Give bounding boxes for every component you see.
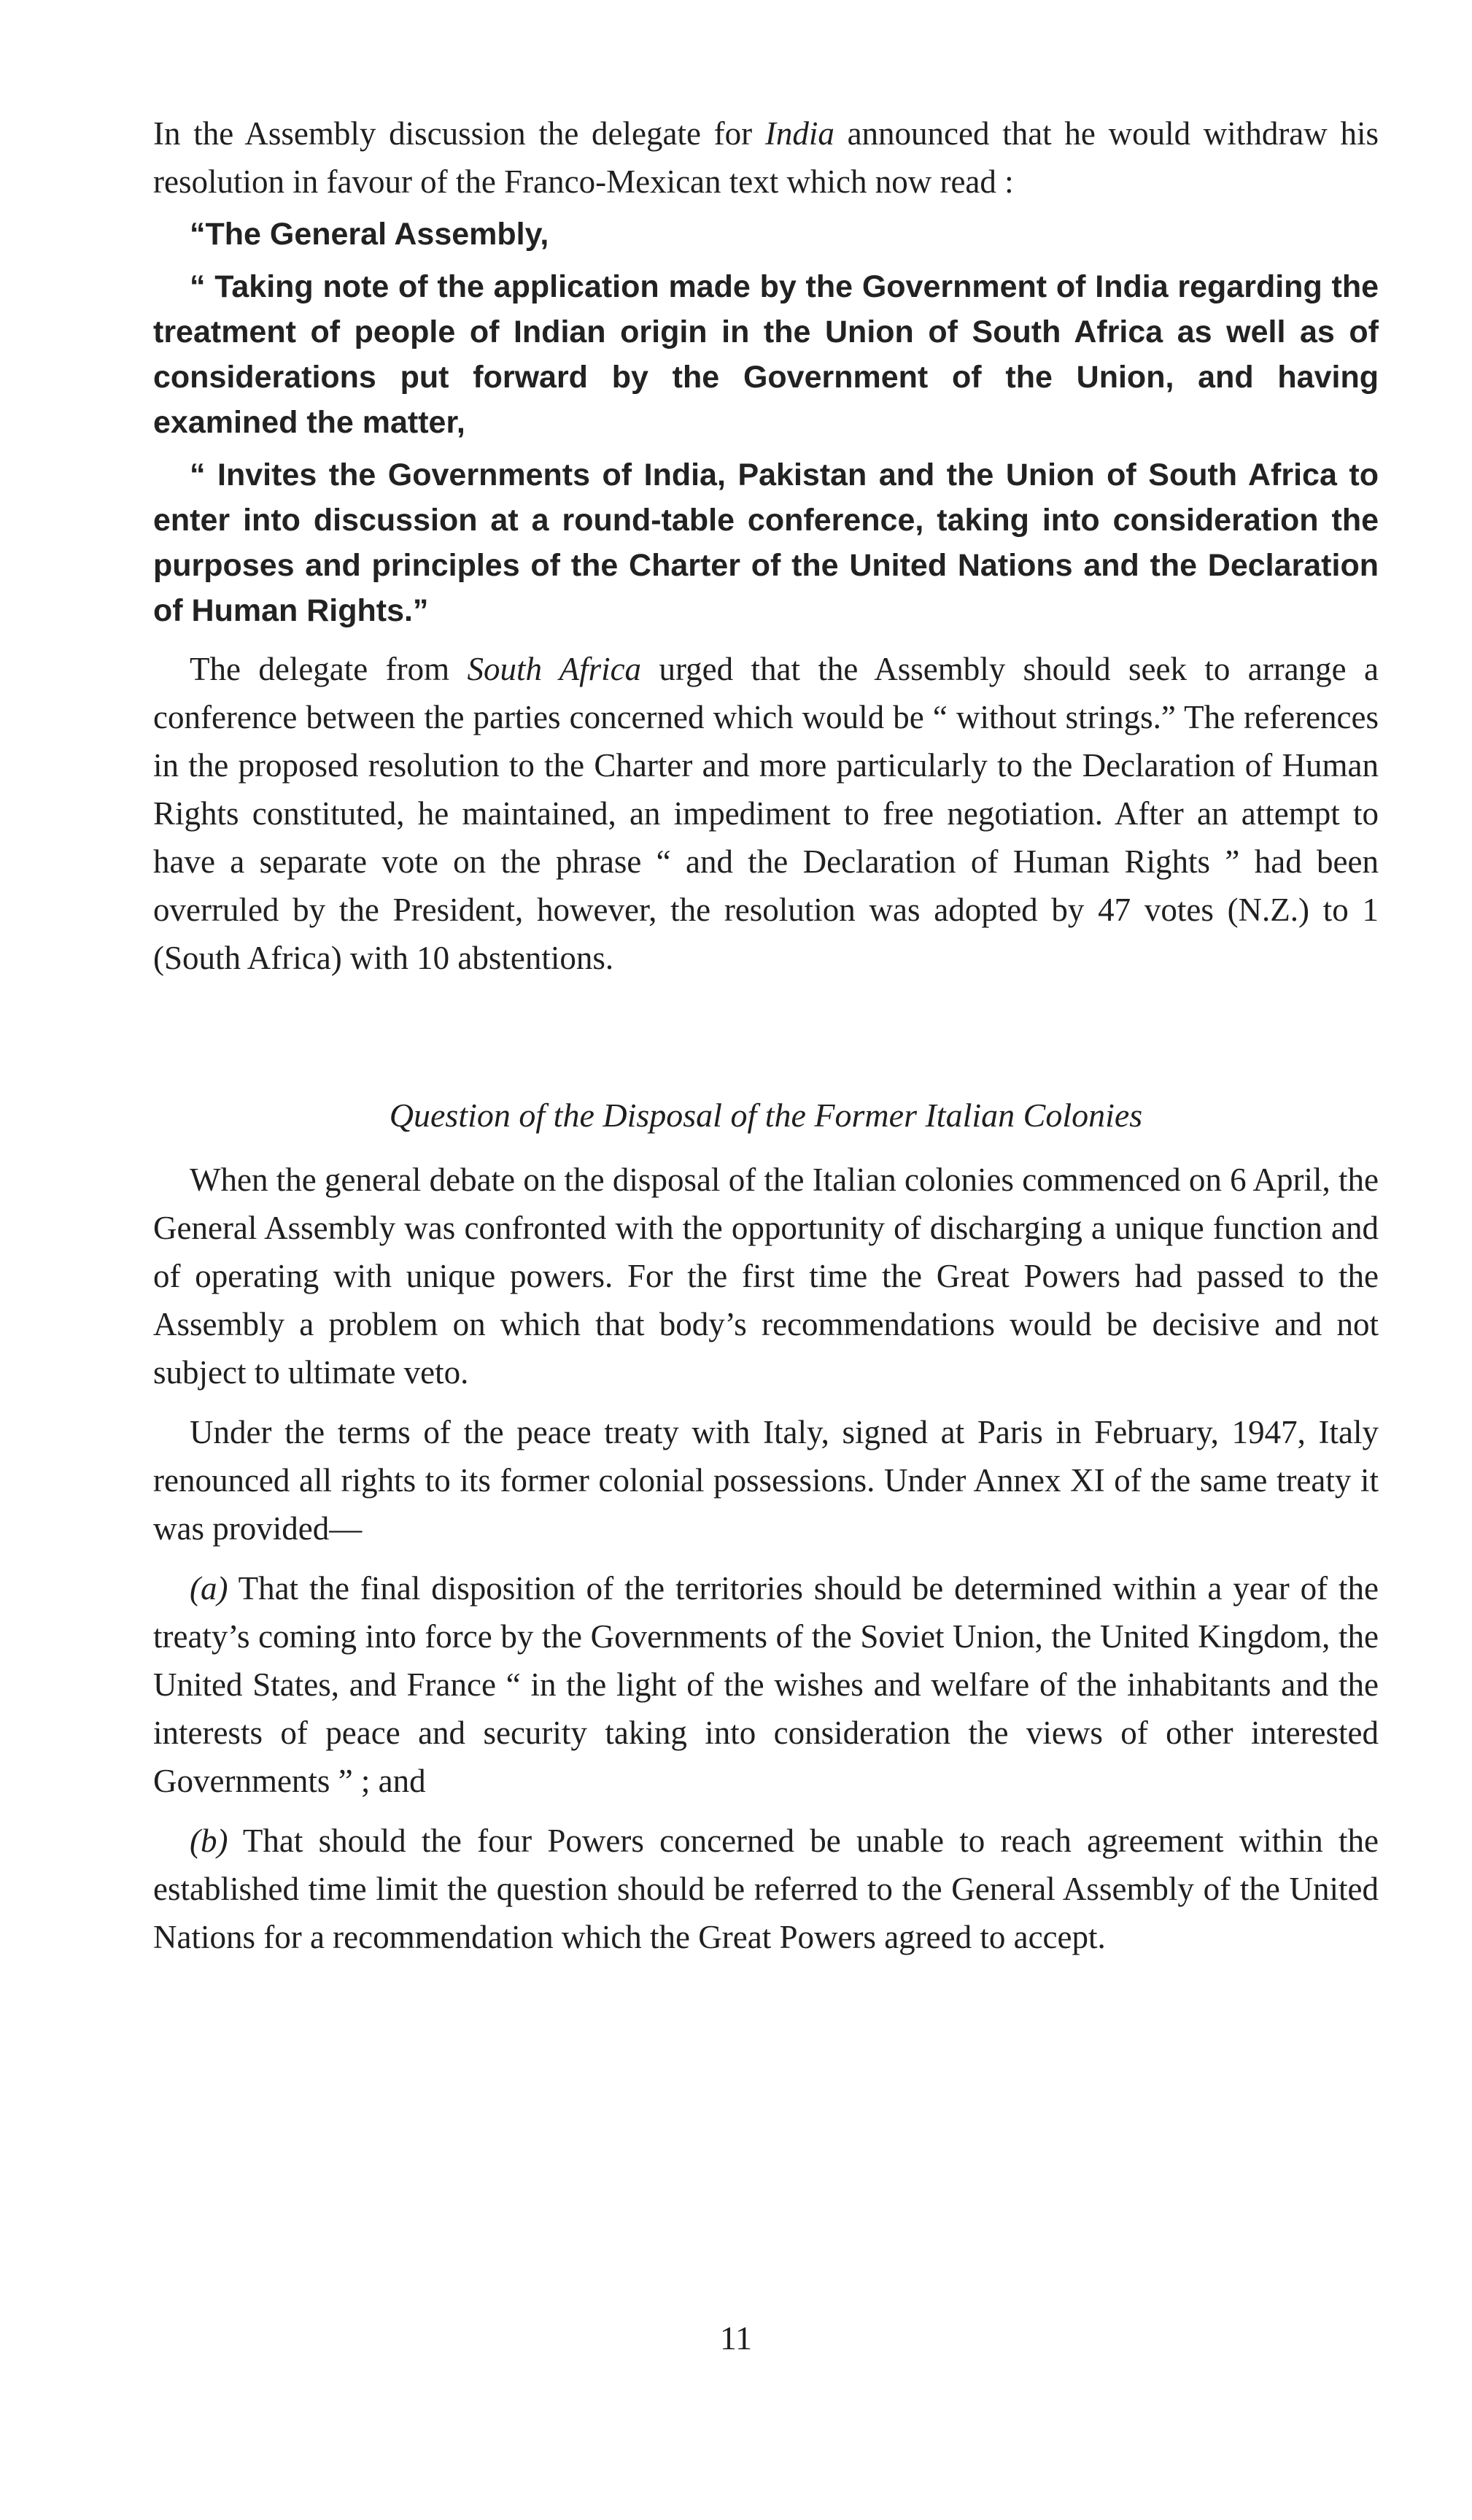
section-paragraph-1: When the general debate on the disposal of the Italian colonies commenced on 6 April, the General Assembly was confronted with the opportunity of discharging a unique function and of operating with unique powers. For the first time the Great Powers had passed to the Assembly a problem on which that body’s recommendations would be decisive and not subject to ultimate veto. [153, 1162, 1379, 1391]
sa-text-after: urged that the Assembly should seek to arrange a conference between the parties concerned which would be “ without strings.” The references in the proposed resolution to the Charter and more particularly to the Declaration of Human Rights constituted, he maintained, an impediment to free negotiation. After an attempt to have a separate vote on the phrase “ and the Declaration of Human Rights ” had been overruled by the President, however, the resolution was adopted by 47 votes (N.Z.) to 1 (South Africa) with 10 abstentions. [153, 651, 1379, 976]
clause-b-label: (b) [190, 1823, 228, 1859]
sa-country: South Africa [467, 651, 642, 687]
clause-a [153, 1564, 1379, 1805]
clause-b [153, 1817, 1379, 1961]
intro-text-after: announced that he would withdraw his resolution in favour of the Franco-Mexican text which now read : [153, 115, 1379, 200]
document-page [153, 109, 1379, 1961]
south-africa-paragraph [153, 645, 1379, 982]
clause-a-text: That the final disposition of the territories should be determined within a year of the treaty’s coming into force by the Governments of the Soviet Union, the United Kingdom, the United States, and France “ in the light of the wishes and welfare of the inhabitants and the interests of peace and security taking into consideration the views of other interested Governments ” ; and [153, 1570, 1379, 1799]
intro-country: India [764, 115, 834, 152]
resolution-taking-note: “ Taking note of the application made by the Government of India regarding the treatment of people of Indian origin in the Union of South Africa as well as of considerations put forward by the Government of the Union, and having examined the matter, [153, 269, 1379, 440]
intro-text-before: In the Assembly discussion the delegate for [153, 115, 765, 152]
resolution-heading: “The General Assembly, [190, 217, 549, 252]
resolution-invites: “ Invites the Governments of India, Pakistan and the Union of South Africa to enter into discussion at a round-table conference, taking into consideration the purposes and principles of the Charter of the United Nations and the Declaration of Human Rights.” [153, 457, 1379, 628]
sa-text-before: The delegate from [190, 651, 468, 687]
intro-paragraph [153, 109, 1379, 206]
clause-a-label: (a) [190, 1570, 228, 1607]
section-heading: Question of the Disposal of the Former Italian Colonies [389, 1097, 1143, 1134]
page-number: 11 [719, 2319, 753, 2357]
clause-b-text: That should the four Powers concerned be unable to reach agreement within the established time limit the question should be referred to the General Assembly of the United Nations for a recommendation which the Great Powers agreed to accept. [153, 1823, 1379, 1955]
section-paragraph-2: Under the terms of the peace treaty with Italy, signed at Paris in February, 1947, Italy renounced all rights to its former colonial possessions. Under Annex XI of the same treaty it was provided— [153, 1414, 1379, 1547]
